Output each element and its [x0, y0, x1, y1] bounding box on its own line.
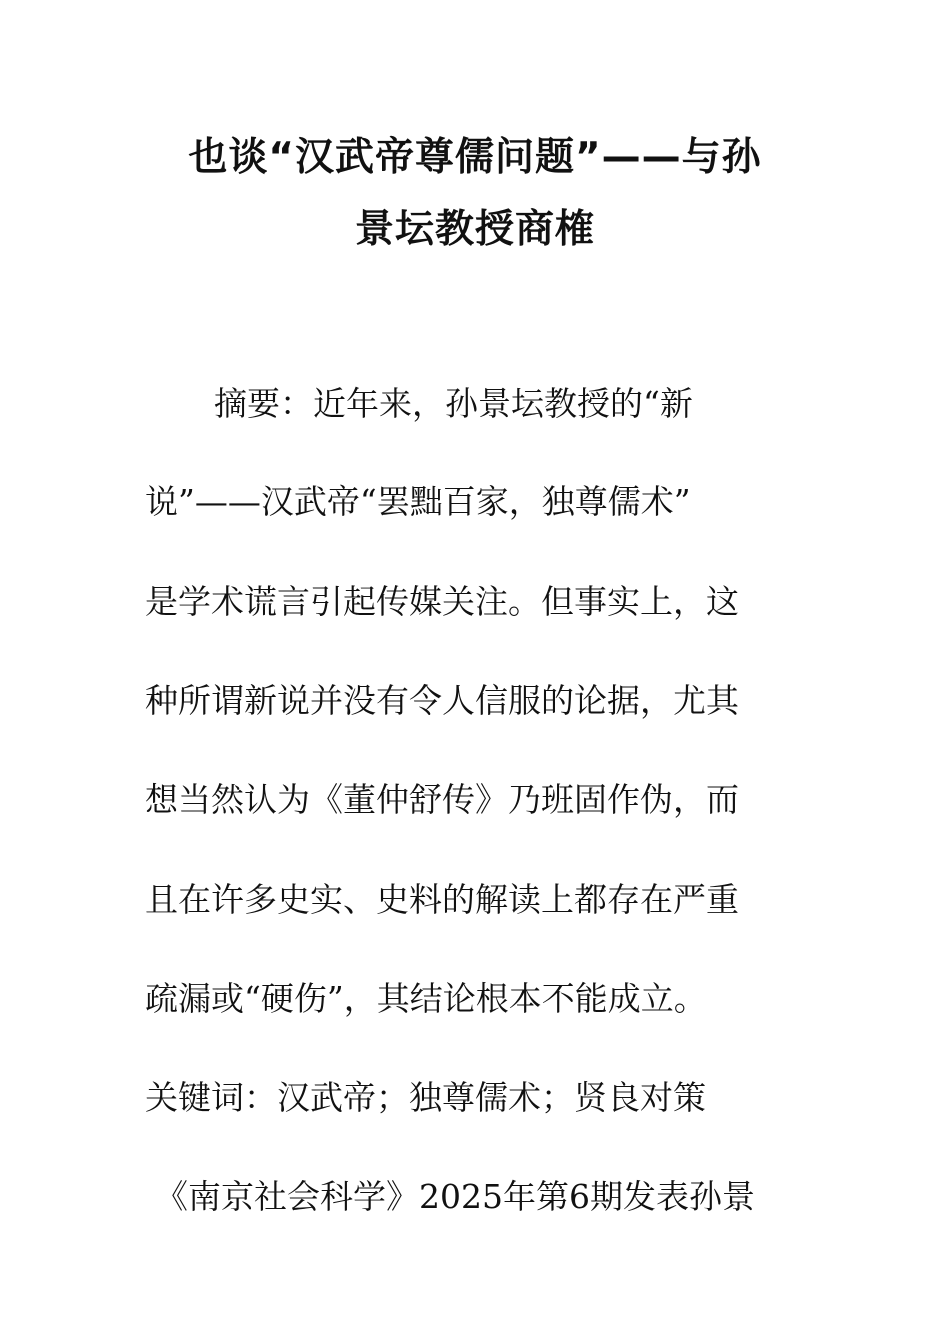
abstract-line-3: 是学术谎言引起传媒关注。但事实上，这: [145, 582, 739, 621]
keywords-line: 关键词：汉武帝；独尊儒术；贤良对策: [145, 1078, 706, 1117]
abstract-line-1: 摘要：近年来，孙景坛教授的“新: [214, 384, 693, 423]
abstract-line-5: 想当然认为《董仲舒传》乃班固作伪，而: [145, 780, 739, 819]
abstract-line-2: 说”——汉武帝“罢黜百家，独尊儒术”: [145, 482, 691, 521]
abstract-line-6: 且在许多史实、史料的解读上都存在严重: [145, 880, 739, 919]
title-line-2: 景坛教授商榷: [354, 207, 595, 252]
abstract-line-7: 疏漏或“硬伤”，其结论根本不能成立。: [145, 979, 707, 1018]
body-line-1: 《南京社会科学》2025年第6期发表孙景: [155, 1177, 755, 1216]
title-line-1: 也谈“汉武帝尊儒问题”——与孙: [188, 135, 762, 180]
abstract-line-4: 种所谓新说并没有令人信服的论据，尤其: [145, 681, 739, 720]
